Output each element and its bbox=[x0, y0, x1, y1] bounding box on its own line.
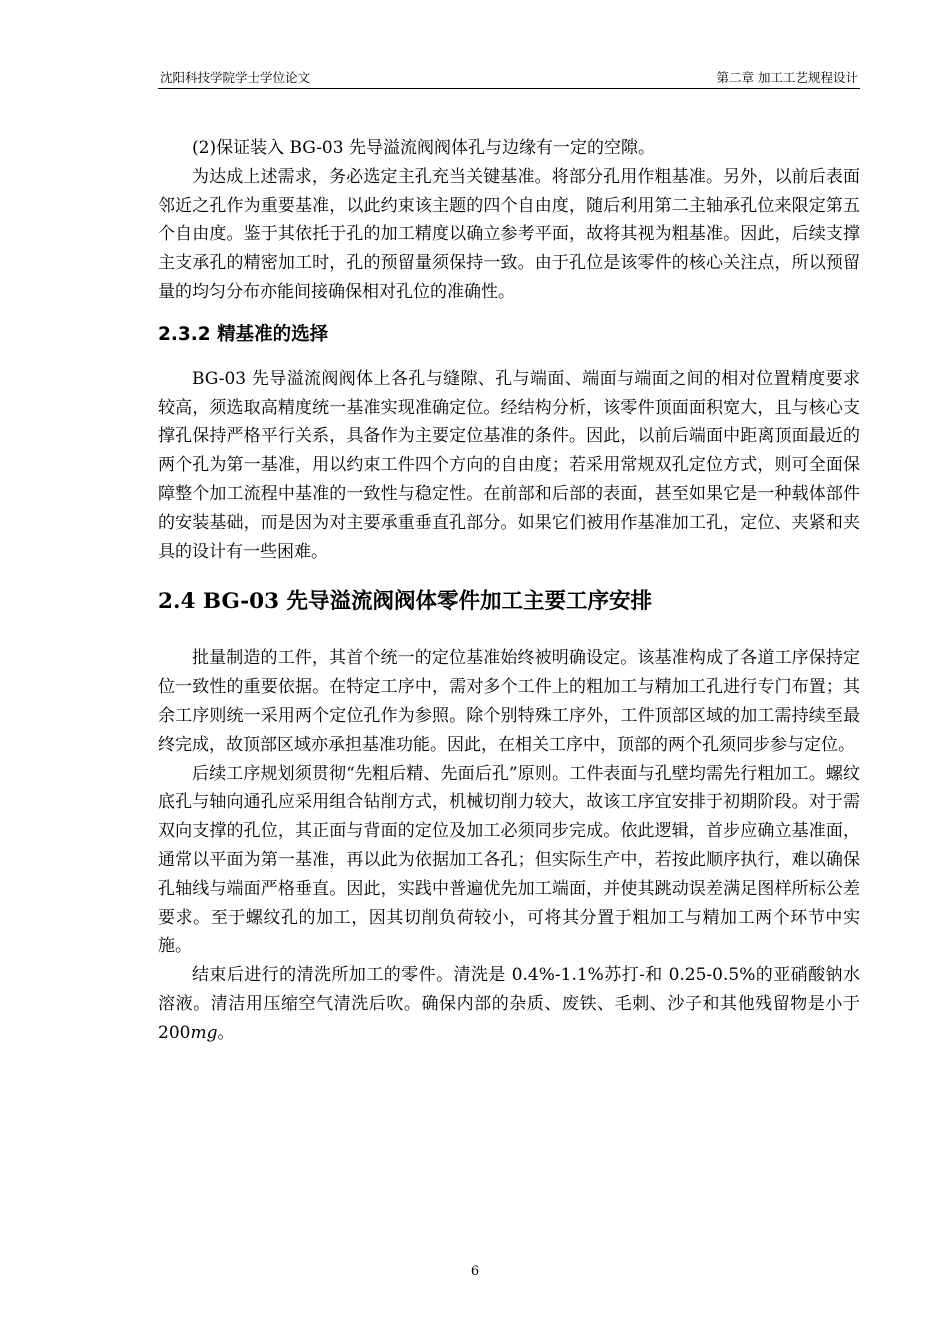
cleaning-text-end: 。 bbox=[217, 1022, 235, 1043]
page-number: 6 bbox=[470, 1264, 480, 1279]
residue-limit-unit: mg bbox=[190, 1022, 218, 1043]
paragraph-requirement-2: (2)保证装入 BG-03 先导溢流阀阀体孔与边缘有一定的空隙。 bbox=[192, 138, 655, 158]
section-heading-2-3-2: 2.3.2 精基准的选择 bbox=[158, 323, 329, 345]
paragraph-fine-datum: BG-03 先导溢流阀阀体上各孔与缝隙、孔与端面、端面与端面之间的相对位置精度要求较高，须选取高精度统一基准实现准确定位。经结构分析，该零件顶面面积宽大，且与核心支撑孔保持严格平行关系，具备作为主要定位基准的条件。因此，以前后端面中距离顶面最近的两个孔为第一基准，用以约束工件四个方向的自由度；若采用常规双孔定位方式，则可全面保障整个加工流程中基准的一致性与稳定性。在前部和后部的表面，甚至如果它是一种载体部件的安装基础，而是因为对主要承重垂直孔部分。如果它们被用作基准加工孔，定位、夹紧和夹具的设计有一些困难。 bbox=[158, 368, 860, 562]
page-header bbox=[158, 66, 860, 89]
page-body bbox=[158, 134, 860, 1048]
header-chapter-title: 第二章 加工工艺规程设计 bbox=[716, 70, 858, 85]
paragraph-process-order: 后续工序规划须贯彻“先粗后精、先面后孔”原则。工件表面与孔壁均需先行粗加工。螺纹底孔与轴向通孔应采用组合钻削方式，机械切削力较大，故该工序宜安排于初期阶段。对于需双向支撑的孔位，其正面与背面的定位及加工必须同步完成。依此逻辑，首步应确立基准面，通常以平面为第一基准，再以此为依据加工各孔；但实际生产中，若按此顺序执行，难以确保孔轴线与端面严格垂直。因此，实践中普遍优先加工端面，并使其跳动误差满足图样所标公差要求。至于螺纹孔的加工，因其切削负荷较小，可将其分置于粗加工与精加工两个环节中实施。 bbox=[158, 763, 860, 957]
cleaning-text: 结束后进行的清洗所加工的零件。清洗是 0.4%-1.1%苏打-和 0.25-0.5%的亚硝酸钠水溶液。清洁用压缩空气清洗后吹。确保内部的杂质、废铁、毛刺、沙子和其他残留物是小于 bbox=[158, 965, 860, 1014]
section-heading-2-4: 2.4 BG-03 先导溢流阀阀体零件加工主要工序安排 bbox=[158, 589, 653, 615]
residue-limit-value: 200 bbox=[158, 1022, 191, 1043]
paragraph-cleaning bbox=[158, 961, 860, 1047]
paragraph-batch-datum: 批量制造的工件，其首个统一的定位基准始终被明确设定。该基准构成了各道工序保持定位一致性的重要依据。在特定工序中，需对多个工件上的粗加工与精加工孔进行专门布置；其余工序则统一采用两个定位孔作为参照。除个别特殊工序外，工件顶部区域的加工需持续至最终完成，故顶部区域亦承担基准功能。因此，在相关工序中，顶部的两个孔须同步参与定位。 bbox=[158, 648, 860, 755]
header-thesis-title: 沈阳科技学院学士学位论文 bbox=[160, 70, 311, 85]
paragraph-coarse-datum: 为达成上述需求，务必选定主孔充当关键基准。将部分孔用作粗基准。另外，以前后表面邻近之孔作为重要基准，以此约束该主题的四个自由度，随后利用第二主轴承孔位来限定第五个自由度。鉴于其依托于孔的加工精度以确立参考平面，故将其视为粗基准。因此，后续支撑主支承孔的精密加工时，孔的预留量须保持一致。由于孔位是该零件的核心关注点，所以预留量的均匀分布亦能间接确保相对孔位的准确性。 bbox=[158, 166, 860, 302]
